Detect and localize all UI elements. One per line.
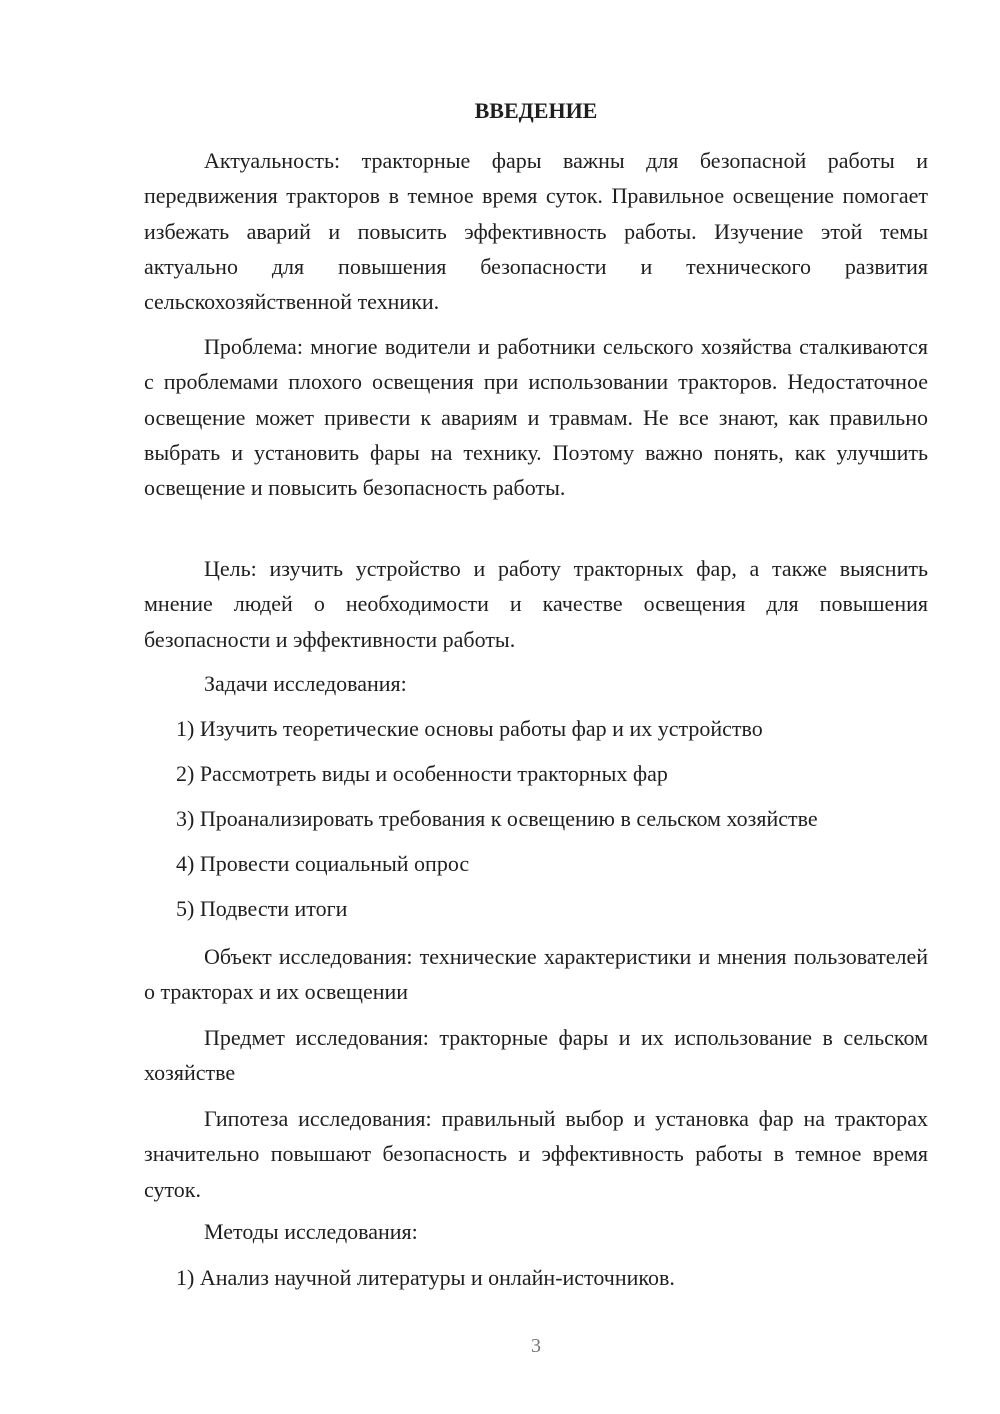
task-item: 1) Изучить теоретические основы работы фар и их устройство — [176, 716, 763, 741]
object-paragraph: Объект исследования: технические характеристики и мнения пользователей о тракторах и их освещении — [144, 944, 928, 1005]
method-item: 1) Анализ научной литературы и онлайн-источников. — [176, 1265, 675, 1290]
page-title: ВВЕДЕНИЕ — [474, 98, 598, 123]
subject-paragraph: Предмет исследования: тракторные фары и их использование в сельском хозяйстве — [144, 1025, 928, 1086]
task-item: 5) Подвести итоги — [176, 896, 348, 921]
problem-paragraph: Проблема: многие водители и работники сельского хозяйства сталкиваются с проблемами плохого освещения при использовании тракторов. Недостаточное освещение может привести к авариям и травмам. Не все знают, как правильно выбрать и установить фары на технику. Поэтому важно понять, как улучшить освещение и повысить безопасность работы. — [144, 334, 928, 501]
hypothesis-paragraph: Гипотеза исследования: правильный выбор и установка фар на тракторах значительно повышают безопасность и эффективность работы в темное время суток. — [144, 1106, 928, 1202]
tasks-heading: Задачи исследования: — [204, 671, 407, 696]
page-number: 3 — [531, 1335, 541, 1357]
task-item: 4) Провести социальный опрос — [176, 851, 470, 876]
methods-heading: Методы исследования: — [204, 1219, 418, 1244]
task-item: 3) Проанализировать требования к освещению в сельском хозяйстве — [176, 806, 818, 831]
task-item: 2) Рассмотреть виды и особенности тракторных фар — [176, 761, 668, 786]
goal-paragraph: Цель: изучить устройство и работу тракторных фар, а также выяснить мнение людей о необходимости и качестве освещения для повышения безопасности и эффективности работы. — [144, 556, 928, 652]
relevance-paragraph: Актуальность: тракторные фары важны для безопасной работы и передвижения тракторов в темное время суток. Правильное освещение помогает избежать аварий и повысить эффективность работы. Изучение этой темы актуально для повышения безопасности и технического развития сельскохозяйственной техники. — [144, 148, 928, 315]
